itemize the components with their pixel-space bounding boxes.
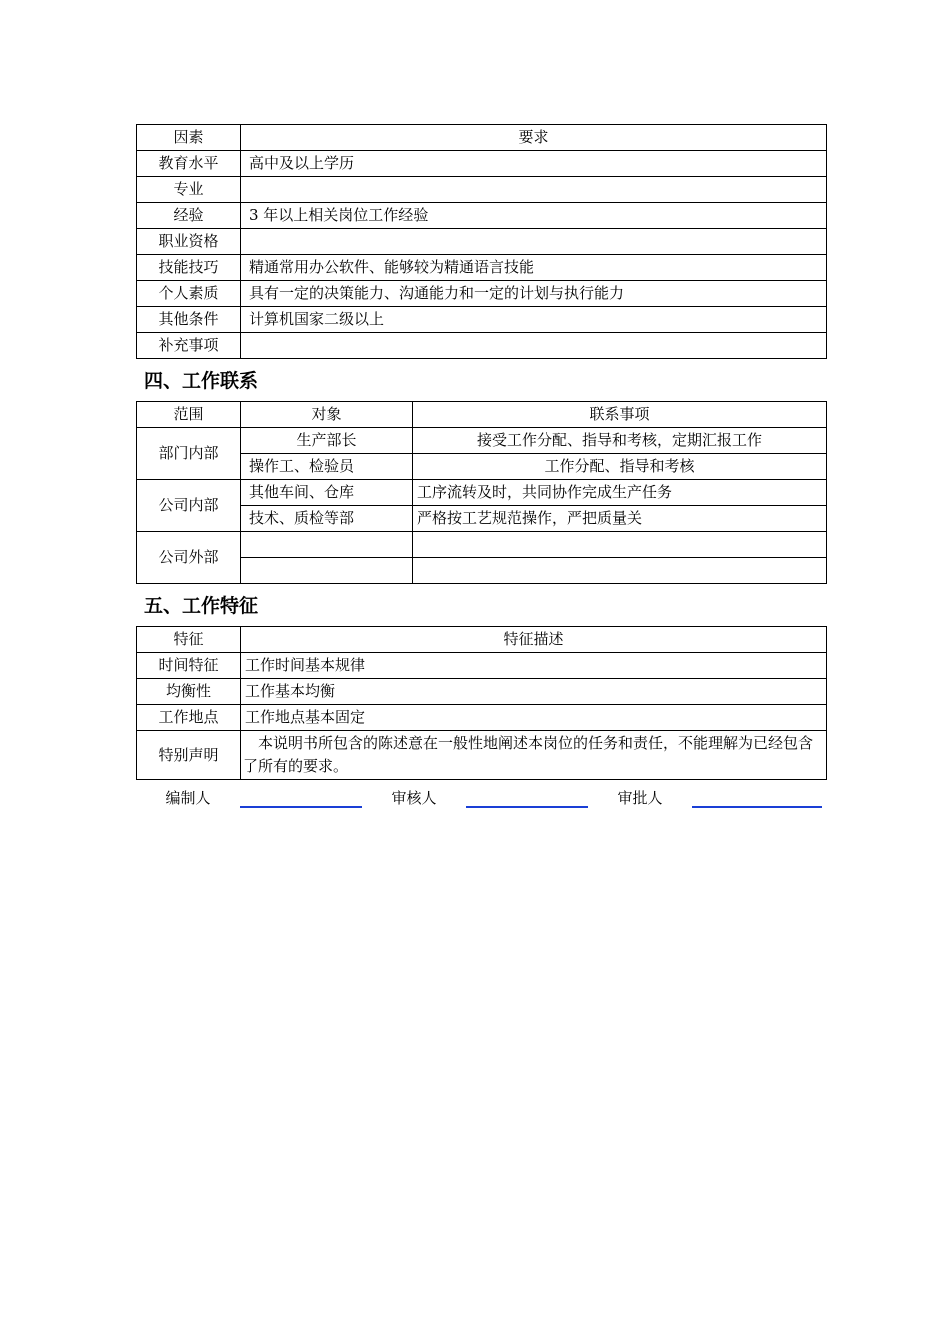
table-row	[137, 532, 827, 558]
target-cell: 技术、质检等部	[241, 506, 413, 532]
section-title-features: 五、工作特征	[144, 595, 259, 617]
target-cell: 操作工、检验员	[241, 454, 413, 480]
row-label: 其他条件	[137, 307, 241, 333]
scope-cell: 公司外部	[137, 532, 241, 584]
row-value	[241, 333, 827, 359]
row-value	[241, 229, 827, 255]
matters-cell: 工序流转及时，共同协作完成生产任务	[413, 480, 827, 506]
table-row	[137, 428, 827, 454]
table-row	[137, 307, 827, 333]
reviewer-signature-line[interactable]	[466, 792, 588, 808]
row-value: 本说明书所包含的陈述意在一般性地阐述本岗位的任务和责任，不能理解为已经包含了所有的要求。	[241, 731, 827, 780]
row-value: 3 年以上相关岗位工作经验	[241, 203, 827, 229]
row-label: 均衡性	[137, 679, 241, 705]
header-matters: 联系事项	[413, 402, 827, 428]
row-value: 计算机国家二级以上	[241, 307, 827, 333]
table-row	[137, 653, 827, 679]
row-label: 经验	[137, 203, 241, 229]
approver-signature-line[interactable]	[692, 792, 822, 808]
table-row	[137, 454, 827, 480]
relations-table	[136, 401, 827, 584]
header-feature: 特征	[137, 627, 241, 653]
section-title-relations: 四、工作联系	[144, 370, 259, 392]
table-row	[137, 333, 827, 359]
matters-cell	[413, 558, 827, 584]
header-target: 对象	[241, 402, 413, 428]
table-row	[137, 255, 827, 281]
row-value: 工作时间基本规律	[241, 653, 827, 679]
requirements-table	[136, 124, 827, 359]
table-row	[137, 679, 827, 705]
row-label: 补充事项	[137, 333, 241, 359]
matters-cell: 接受工作分配、指导和考核，定期汇报工作	[413, 428, 827, 454]
author-signature-line[interactable]	[240, 792, 362, 808]
table-row	[137, 480, 827, 506]
table-row	[137, 558, 827, 584]
target-cell	[241, 558, 413, 584]
header-factor: 因素	[137, 125, 241, 151]
table-row	[137, 177, 827, 203]
table-row	[137, 151, 827, 177]
approver-label: 审批人	[617, 789, 663, 807]
row-label: 技能技巧	[137, 255, 241, 281]
table-row	[137, 229, 827, 255]
features-table	[136, 626, 827, 780]
scope-cell: 公司内部	[137, 480, 241, 532]
row-label: 工作地点	[137, 705, 241, 731]
row-label: 专业	[137, 177, 241, 203]
row-label: 职业资格	[137, 229, 241, 255]
row-label: 时间特征	[137, 653, 241, 679]
row-value: 高中及以上学历	[241, 151, 827, 177]
target-cell: 生产部长	[241, 428, 413, 454]
table-header-row	[137, 402, 827, 428]
target-cell	[241, 532, 413, 558]
row-value: 具有一定的决策能力、沟通能力和一定的计划与执行能力	[241, 281, 827, 307]
table-header-row	[137, 125, 827, 151]
table-row	[137, 203, 827, 229]
header-feature-desc: 特征描述	[241, 627, 827, 653]
table-row	[137, 731, 827, 780]
header-scope: 范围	[137, 402, 241, 428]
row-value: 工作地点基本固定	[241, 705, 827, 731]
table-row	[137, 705, 827, 731]
reviewer-label: 审核人	[391, 789, 437, 807]
document-page	[136, 124, 826, 808]
scope-cell: 部门内部	[137, 428, 241, 480]
row-label: 特别声明	[137, 731, 241, 780]
row-value	[241, 177, 827, 203]
target-cell: 其他车间、仓库	[241, 480, 413, 506]
header-requirement: 要求	[241, 125, 827, 151]
row-label: 个人素质	[137, 281, 241, 307]
row-value: 精通常用办公软件、能够较为精通语言技能	[241, 255, 827, 281]
table-row	[137, 506, 827, 532]
matters-cell: 严格按工艺规范操作，严把质量关	[413, 506, 827, 532]
table-header-row	[137, 627, 827, 653]
matters-cell	[413, 532, 827, 558]
signature-row	[136, 780, 826, 808]
row-value: 工作基本均衡	[241, 679, 827, 705]
table-row	[137, 281, 827, 307]
row-label: 教育水平	[137, 151, 241, 177]
author-label: 编制人	[165, 789, 211, 807]
matters-cell: 工作分配、指导和考核	[413, 454, 827, 480]
